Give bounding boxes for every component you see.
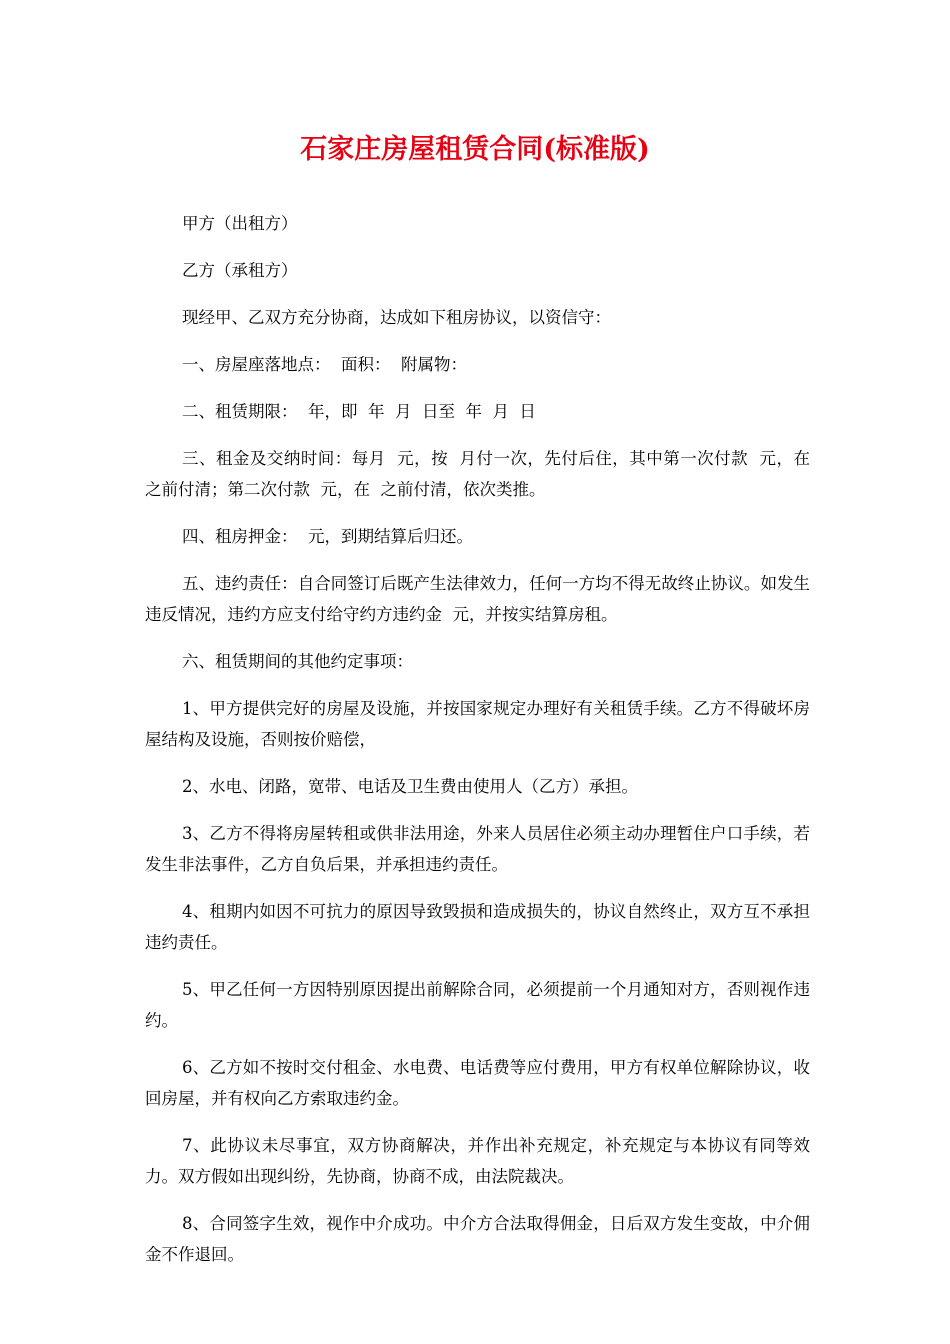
sub-clause-8: 8、合同签字生效，视作中介成功。中介方合法取得佣金，日后双方发生变故，中介佣金不作退回。 bbox=[145, 1214, 810, 1264]
sub-clause-4: 4、租期内如因不可抗力的原因导致毁损和造成损失的，协议自然终止，双方互不承担违约责任。 bbox=[145, 902, 810, 952]
clause-liability: 五、违约责任：自合同签订后既产生法律效力，任何一方均不得无故终止协议。如发生违反情况，违约方应支付给守约方违约金 元，并按实结算房租。 bbox=[145, 574, 810, 624]
sub-clause-1: 1、甲方提供完好的房屋及设施，并按国家规定办理好有关租赁手续。乙方不得破坏房屋结构及设施，否则按价赔偿， bbox=[145, 699, 810, 749]
clause-other-terms: 六、租赁期间的其他约定事项： bbox=[182, 652, 413, 671]
clause-deposit: 四、租房押金： 元，到期结算后归还。 bbox=[182, 527, 473, 546]
clause-rent: 三、租金及交纳时间：每月 元，按 月付一次，先付后住，其中第一次付款 元，在 之前付清；第二次付款 元，在 之前付清，依次类推。 bbox=[145, 449, 821, 499]
clause-location: 一、房屋座落地点： 面积： 附属物： bbox=[182, 355, 467, 374]
clause-term: 二、租赁期限： 年，即 年 月 日至 年 月 日 bbox=[182, 402, 536, 421]
sub-clause-2: 2、水电、闭路，宽带、电话及卫生费由使用人（乙方）承担。 bbox=[182, 777, 638, 796]
document-title: 石家庄房屋租赁合同(标准版) bbox=[300, 134, 650, 165]
preamble: 现经甲、乙双方充分协商，达成如下租房协议，以资信守： bbox=[182, 308, 611, 327]
sub-clause-7: 7、此协议未尽事宜，双方协商解决，并作出补充规定，补充规定与本协议有同等效力。双方假如出现纠纷，先协商，协商不成，由法院裁决。 bbox=[145, 1136, 810, 1186]
sub-clause-3: 3、乙方不得将房屋转租或供非法用途，外来人员居住必须主动办理暂住户口手续，若发生非法事件，乙方自负后果，并承担违约责任。 bbox=[145, 824, 810, 874]
sub-clause-6: 6、乙方如不按时交付租金、水电费、电话费等应付费用，甲方有权单位解除协议，收回房屋，并有权向乙方索取违约金。 bbox=[145, 1058, 810, 1108]
sub-clause-5: 5、甲乙任何一方因特别原因提出前解除合同，必须提前一个月通知对方，否则视作违约。 bbox=[145, 980, 810, 1030]
party-a-line: 甲方（出租方） bbox=[182, 214, 298, 233]
document-body bbox=[145, 208, 821, 1286]
party-b-line: 乙方（承租方） bbox=[182, 261, 298, 280]
